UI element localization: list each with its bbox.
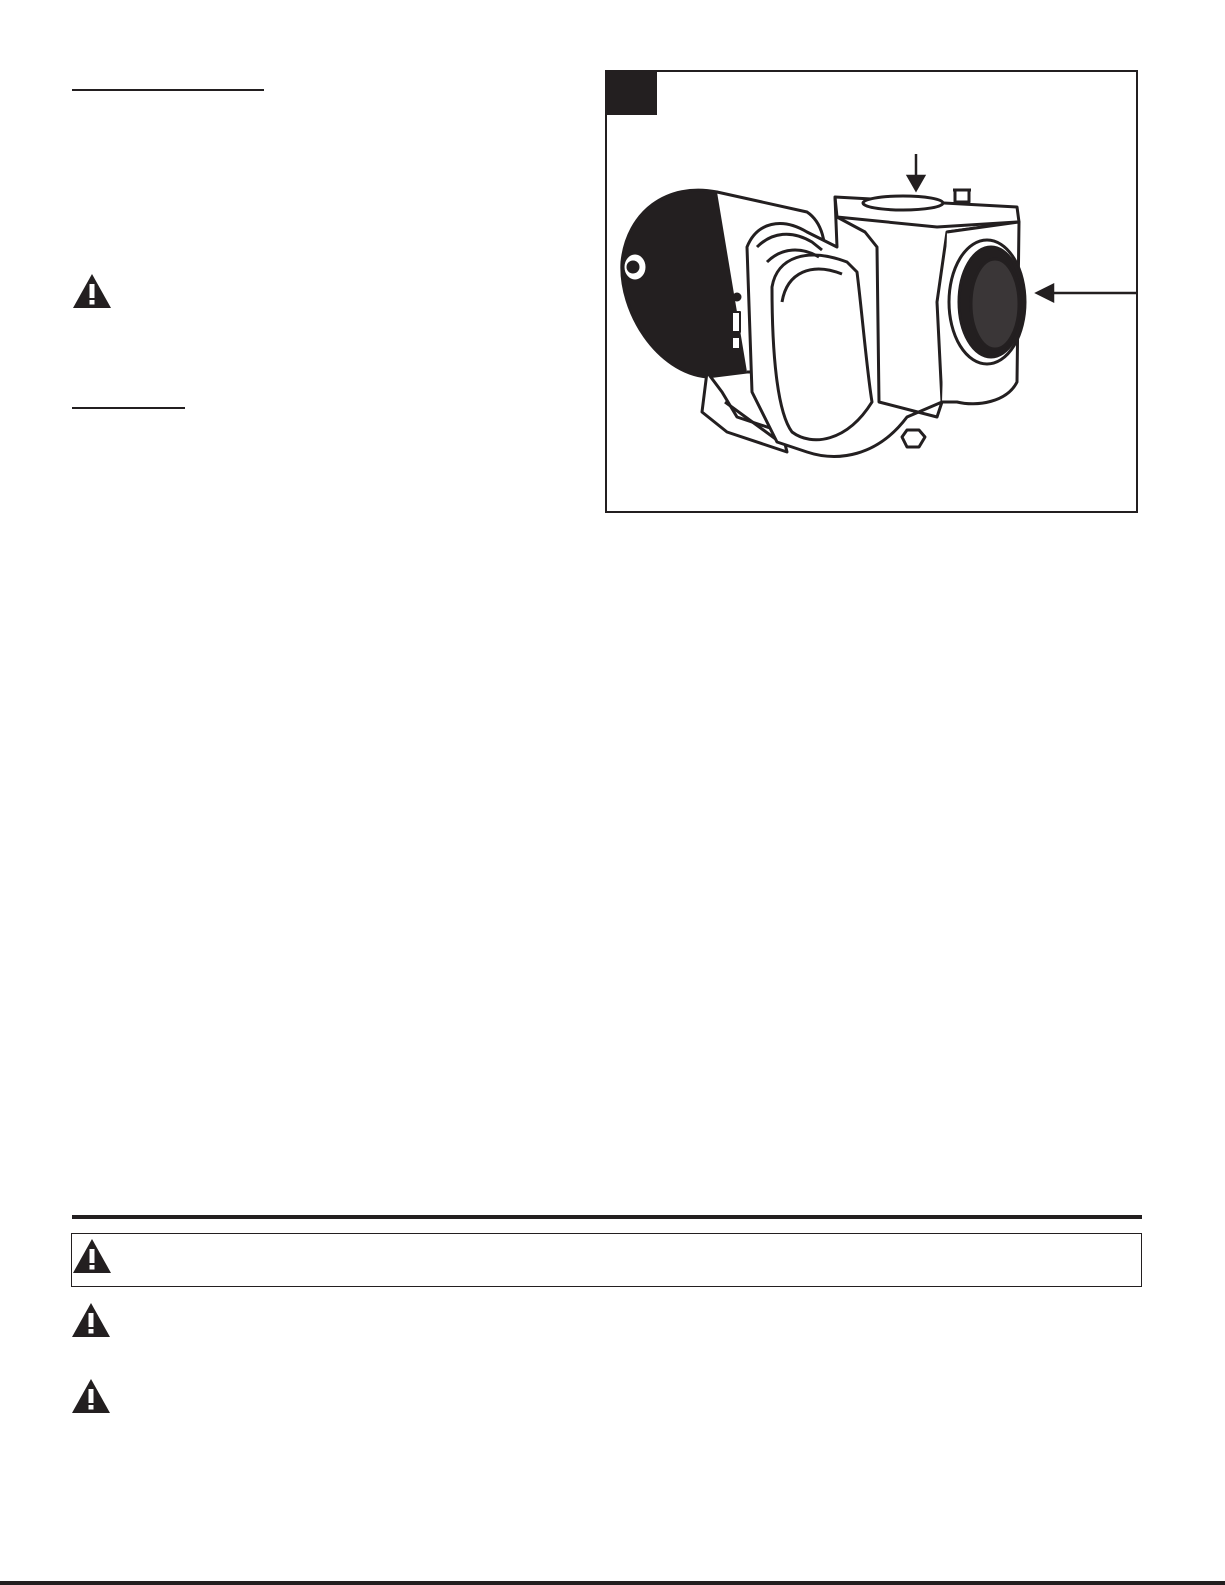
section-divider [72,1215,1142,1219]
page-bottom-edge [0,1581,1225,1585]
warning-triangle-icon [72,273,112,309]
warning-banner [71,1233,1142,1287]
warning-triangle-icon [72,1238,112,1274]
section-heading-rule-1 [72,89,264,91]
warning-triangle-icon [71,1378,111,1414]
centrifugal-pump-icon [607,72,1136,511]
section-heading-rule-2 [72,407,185,409]
warning-triangle-icon [71,1302,111,1338]
